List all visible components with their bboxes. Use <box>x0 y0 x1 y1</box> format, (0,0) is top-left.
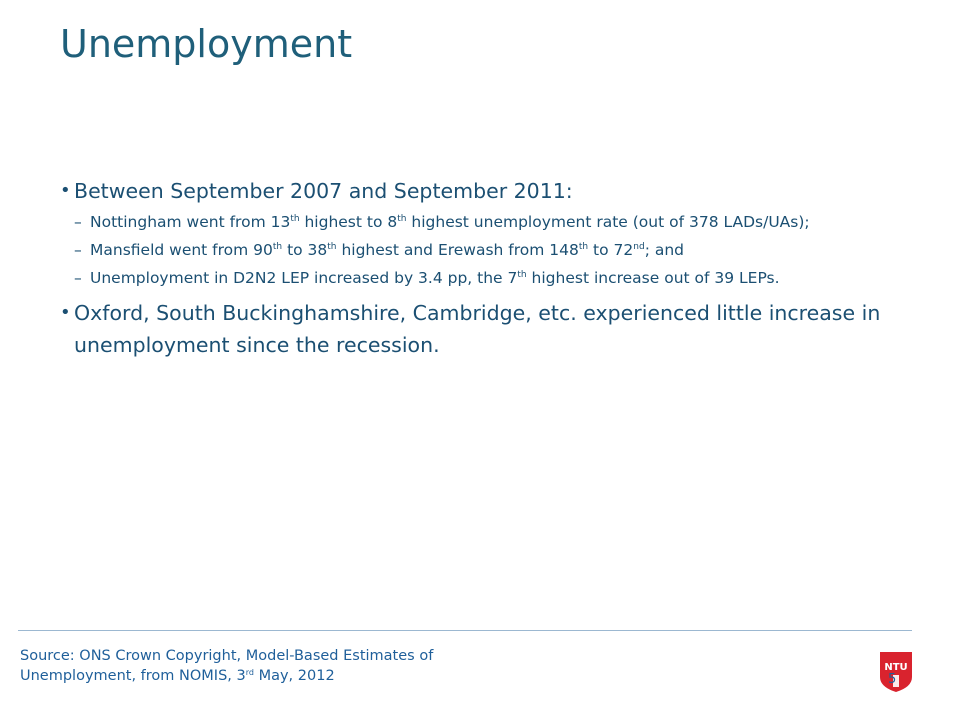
superscript: th <box>272 242 283 252</box>
superscript: nd <box>633 242 645 252</box>
page-number: 5 <box>888 672 897 687</box>
superscript: th <box>517 270 527 280</box>
source-note <box>20 646 540 686</box>
source-text: Source: ONS Crown Copyright, Model-Based Estimates of Unemployment, from NOMIS, 3 <box>20 648 434 684</box>
dash-marker: – <box>74 241 82 259</box>
dash-marker: – <box>74 269 82 287</box>
bullet-item <box>60 175 900 207</box>
logo-text: NTU <box>884 662 908 673</box>
slide-title: Unemployment <box>60 22 353 66</box>
sub-bullet-text: highest unemployment rate (out of 378 LADs/UAs); <box>406 213 810 231</box>
sub-bullet-item <box>60 213 902 231</box>
sub-bullet-text: to 72 <box>588 241 634 259</box>
sub-bullet-item <box>60 269 902 287</box>
sub-bullet-text: Nottingham went from 13 <box>90 213 291 231</box>
sub-bullet-text: highest and Erewash from 148 <box>336 241 579 259</box>
sub-bullet-item <box>60 241 902 259</box>
sub-bullet-text: ; and <box>644 241 684 259</box>
sub-bullet-text: Mansfield went from 90 <box>90 241 273 259</box>
superscript: th <box>290 214 300 224</box>
bullet-item <box>60 297 900 361</box>
superscript: th <box>578 242 589 252</box>
superscript: th <box>397 214 407 224</box>
superscript: th <box>327 242 337 252</box>
bullet-text: Between September 2007 and September 2011: <box>74 179 573 203</box>
bullet-dot: • <box>60 180 71 201</box>
footer-divider <box>18 630 912 631</box>
dash-marker: – <box>74 213 82 231</box>
sub-bullet-text: highest to 8 <box>299 213 398 231</box>
superscript: rd <box>245 668 254 677</box>
sub-bullet-text: highest increase out of 39 LEPs. <box>526 269 780 287</box>
sub-bullet-text: to 38 <box>282 241 328 259</box>
bullet-dot: • <box>60 302 71 323</box>
slide-body <box>60 175 900 361</box>
sub-bullet-text: Unemployment in D2N2 LEP increased by 3.4 pp, the 7 <box>90 269 518 287</box>
source-text: May, 2012 <box>253 668 335 684</box>
bullet-text: Oxford, South Buckinghamshire, Cambridge, etc. experienced little increase in unemployment since the recession. <box>74 301 881 357</box>
